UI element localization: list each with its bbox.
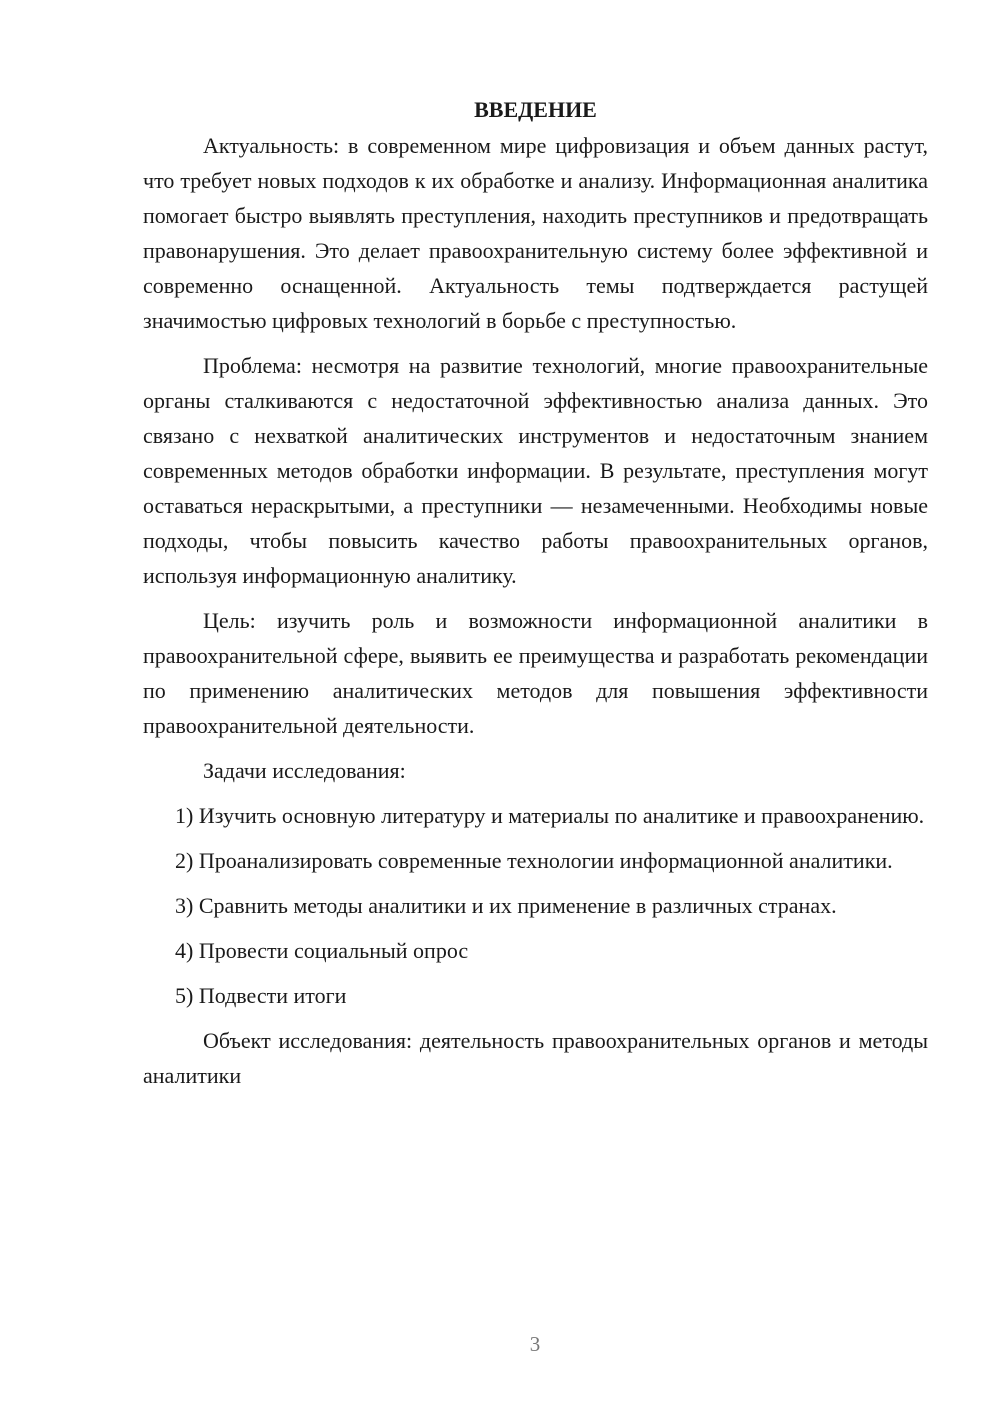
tasks-heading: Задачи исследования: (203, 758, 406, 783)
task-item-4: 4) Провести социальный опрос (175, 938, 469, 963)
page-content (143, 92, 928, 1103)
task-item-3: 3) Сравнить методы аналитики и их применение в различных странах. (175, 893, 837, 918)
goal-paragraph: Цель: изучить роль и возможности информационной аналитики в правоохранительной сфере, выявить ее преимущества и разработать рекомендации по применению аналитических методов для повышения эффективности правоохранительной деятельности. (143, 608, 928, 738)
problem-paragraph: Проблема: несмотря на развитие технологий, многие правоохранительные органы сталкиваются с недостаточной эффективностью анализа данных. Это связано с нехваткой аналитических инструментов и недостаточным знанием современных методов обработки информации. В результате, преступления могут оставаться нераскрытыми, а преступники — незамеченными. Необходимы новые подходы, чтобы повысить качество работы правоохранительных органов, используя информационную аналитику. (143, 353, 928, 588)
page-number: 3 (529, 1332, 541, 1356)
task-item-5: 5) Подвести итоги (175, 983, 347, 1008)
relevance-paragraph: Актуальность: в современном мире цифровизация и объем данных растут, что требует новых подходов к их обработке и анализу. Информационная аналитика помогает быстро выявлять преступления, находить преступников и предотвращать правонарушения. Это делает правоохранительную систему более эффективной и современно оснащенной. Актуальность темы подтверждается растущей значимостью цифровых технологий в борьбе с преступностью. (143, 133, 928, 333)
section-title: ВВЕДЕНИЕ (474, 97, 597, 122)
task-item-1: 1) Изучить основную литературу и материалы по аналитике и правоохранению. (175, 803, 925, 828)
task-item-2: 2) Проанализировать современные технологии информационной аналитики. (175, 848, 893, 873)
object-paragraph: Объект исследования: деятельность правоохранительных органов и методы аналитики (143, 1028, 928, 1088)
